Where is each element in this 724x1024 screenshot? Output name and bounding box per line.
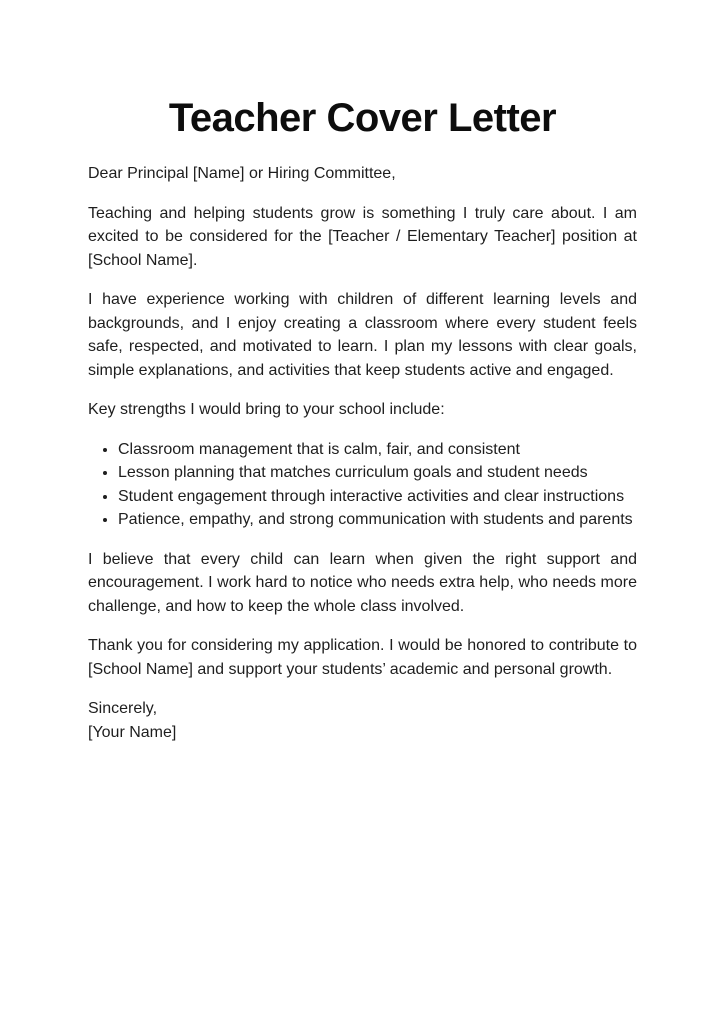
paragraph-belief: I believe that every child can learn when given the right support and encouragement. I work hard to notice who needs extra help, who needs more challenge, and how to keep the whole class involved. (88, 550, 637, 615)
list-item-lesson-planning: • Lesson planning that matches curriculum goals and student needs (118, 461, 637, 485)
salutation: Dear Principal [Name] or Hiring Committee, (88, 165, 396, 182)
key-strengths-list (88, 438, 637, 532)
list-item-student-engagement: • Student engagement through interactive activities and clear instructions (118, 485, 637, 509)
paragraph-list-intro: Key strengths I would bring to your school include: (88, 401, 445, 418)
paragraph-thanks: Thank you for considering my application. I would be honored to contribute to [School Name] and support your students’ academic and personal growth. (88, 637, 637, 678)
list-item-classroom-management: • Classroom management that is calm, fair, and consistent (118, 438, 637, 462)
signature: [Your Name] (88, 723, 177, 741)
closing: Sincerely, (88, 700, 158, 717)
closing-block (88, 697, 637, 744)
page-title: Teacher Cover Letter (168, 96, 557, 140)
list-item-patience-empathy: • Patience, empathy, and strong communication with students and parents (118, 508, 637, 532)
paragraph-experience: I have experience working with children of different learning levels and backgrounds, and I enjoy creating a classroom where every student feels safe, respected, and motivated to learn. I plan my lessons with clear goals, simple explanations, and activities that keep students active and engaged. (88, 291, 637, 379)
paragraph-intro: Teaching and helping students grow is something I truly care about. I am excited to be considered for the [Teacher / Elementary Teacher] position at [School Name]. (88, 204, 637, 269)
